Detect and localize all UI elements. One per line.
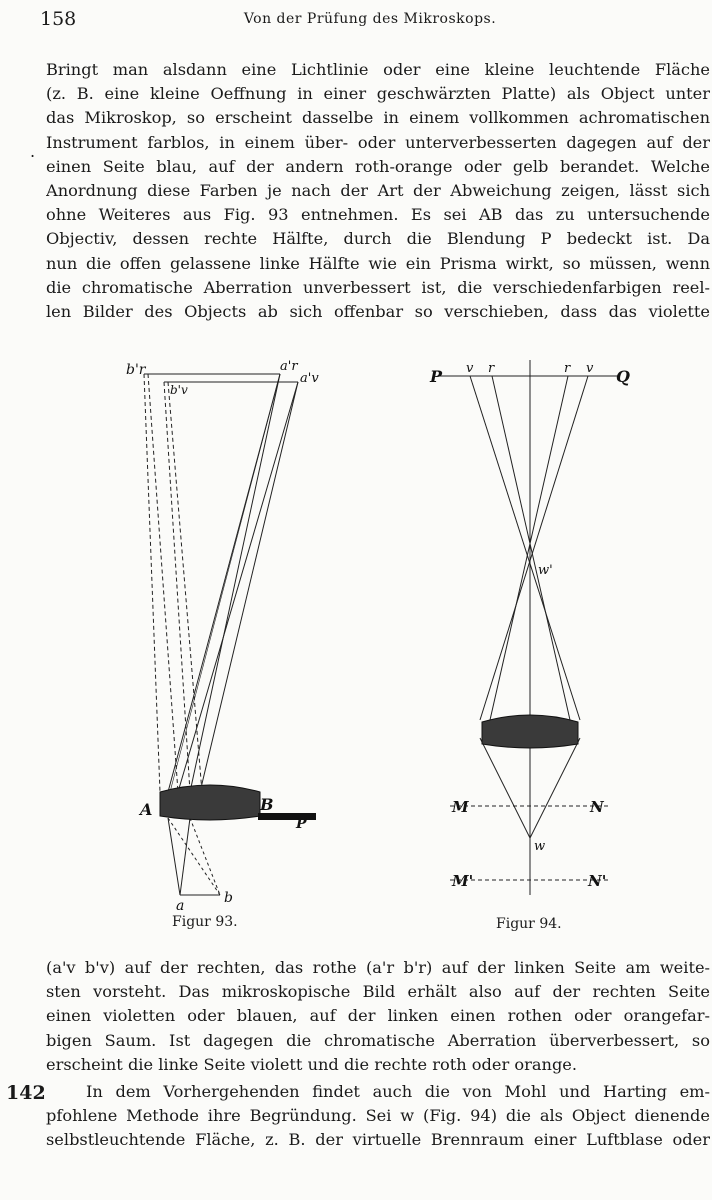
text-line: bigen Saum. Ist dagegen die chromatische Aberration überverbessert, so bbox=[46, 1030, 710, 1050]
objective-lens-ab bbox=[160, 785, 260, 820]
paragraph-section bbox=[46, 1080, 710, 1153]
text-line: sten vorsteht. Das mikroskopische Bild erhält also auf der rechten Seite bbox=[46, 982, 710, 1002]
text-line: die chromatische Aberration unverbessert ist, die verschiedenfarbigen reel- bbox=[46, 277, 710, 297]
text-line: einen Seite blau, auf der andern roth-orange oder gelb berandet. Welche bbox=[46, 156, 710, 176]
label-w-upper: w' bbox=[538, 563, 553, 578]
label-Q: Q bbox=[616, 367, 630, 386]
label-r-right: r bbox=[564, 361, 571, 376]
text-line: Objectiv, dessen rechte Hälfte, durch die Blendung P bedeckt ist. Da bbox=[46, 229, 710, 249]
text-line: Instrument farblos, in einem über- oder unterverbesserten dagegen auf der bbox=[46, 132, 710, 152]
label-N-prime: N' bbox=[588, 872, 607, 890]
running-title: Von der Prüfung des Mikroskops. bbox=[243, 11, 497, 27]
label-b-v: b'v bbox=[170, 383, 188, 397]
label-b-r: b'r bbox=[126, 362, 146, 378]
text-line: In dem Vorhergehenden findet auch die von Mohl und Harting em- bbox=[86, 1082, 710, 1101]
label-B: B bbox=[260, 795, 274, 814]
text-line: pfohlene Methode ihre Begründung. Sei w (Fig. 94) die als Object dienende bbox=[46, 1106, 710, 1126]
figure-94-caption: Figur 94. bbox=[496, 916, 562, 932]
label-r-left: r bbox=[488, 361, 495, 376]
label-M-prime: M' bbox=[452, 872, 474, 890]
label-A: A bbox=[140, 800, 153, 819]
label-a-v: a'v bbox=[300, 371, 319, 386]
text-line: selbstleuchtende Fläche, z. B. der virtuelle Brennraum einer Luftblase oder bbox=[46, 1130, 710, 1150]
margin-mark: . bbox=[30, 142, 36, 161]
text-line: (z. B. eine kleine Oeffnung in einer geschwärzten Platte) als Object unter bbox=[46, 84, 710, 104]
text-line: nun die offen gelassene linke Hälfte wie ein Prisma wirkt, so müssen, wenn bbox=[46, 253, 710, 273]
figure-93-diagram bbox=[120, 350, 330, 910]
label-N: N bbox=[590, 798, 604, 816]
label-a-r: a'r bbox=[280, 359, 298, 374]
label-b: b bbox=[224, 890, 233, 906]
text-line: einen violetten oder blauen, auf der linken einen rothen oder orangefar- bbox=[46, 1006, 710, 1026]
label-w-lower: w bbox=[534, 839, 546, 854]
label-P: P bbox=[296, 816, 307, 832]
text-line: ohne Weiteres aus Fig. 93 entnehmen. Es sei AB das zu untersuchende bbox=[46, 205, 710, 225]
label-a: a bbox=[176, 898, 185, 910]
margin-section-number: 142 bbox=[6, 1082, 46, 1104]
text-line: Anordnung diese Farben je nach der Art der Abweichung zeigen, lässt sich bbox=[46, 180, 710, 200]
objective-lens bbox=[482, 715, 578, 748]
label-M: M bbox=[452, 798, 469, 816]
paragraph-bottom bbox=[46, 956, 710, 1077]
label-v-left: v bbox=[466, 361, 474, 376]
figure-93-caption: Figur 93. bbox=[172, 914, 238, 930]
figure-94-diagram bbox=[420, 360, 640, 900]
diaphragm-p bbox=[258, 813, 316, 820]
text-line: das Mikroskop, so erscheint dasselbe in einem vollkommen achromatischen bbox=[46, 108, 710, 128]
label-P94: P bbox=[430, 367, 443, 386]
text-line: erscheint die linke Seite violett und die rechte roth oder orange. bbox=[46, 1054, 578, 1074]
text-line: (a'v b'v) auf der rechten, das rothe (a'r b'r) auf der linken Seite am weite- bbox=[46, 958, 710, 977]
page-header bbox=[40, 8, 700, 34]
label-v-right: v bbox=[586, 361, 594, 376]
text-line: len Bilder des Objects ab sich offenbar so verschieben, dass das violette bbox=[46, 301, 710, 321]
text-line: Bringt man alsdann eine Lichtlinie oder eine kleine leuchtende Fläche bbox=[46, 60, 710, 79]
page-number: 158 bbox=[40, 8, 77, 30]
paragraph-top bbox=[46, 58, 710, 324]
